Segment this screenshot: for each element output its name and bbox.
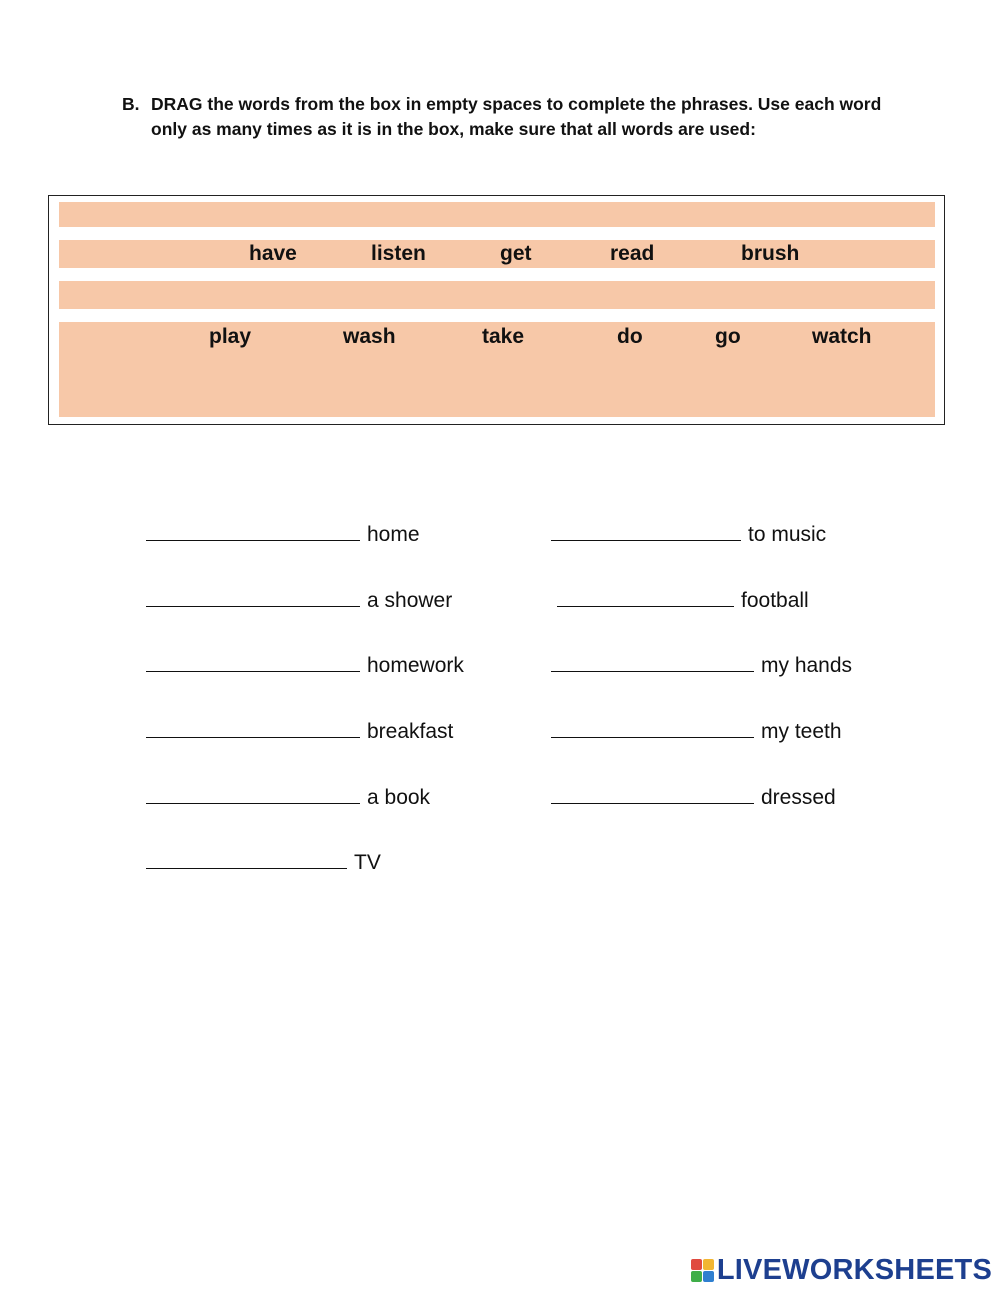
answer-blank[interactable] bbox=[146, 522, 360, 541]
phrase-text: homework bbox=[367, 654, 464, 677]
word-bank-band bbox=[59, 202, 935, 227]
word-have[interactable]: have bbox=[249, 242, 297, 265]
phrase-text: football bbox=[741, 589, 809, 612]
phrase-item bbox=[551, 719, 842, 745]
phrase-item bbox=[551, 522, 826, 548]
word-watch[interactable]: watch bbox=[812, 325, 872, 348]
answer-blank[interactable] bbox=[146, 588, 360, 607]
answer-blank[interactable] bbox=[146, 785, 360, 804]
answer-blank[interactable] bbox=[146, 653, 360, 672]
phrase-item bbox=[146, 719, 453, 745]
answer-blank[interactable] bbox=[146, 719, 360, 738]
word-bank bbox=[48, 195, 945, 425]
word-take[interactable]: take bbox=[482, 325, 525, 348]
word-read[interactable]: read bbox=[610, 242, 655, 265]
phrase-text: home bbox=[367, 523, 420, 546]
word-go[interactable]: go bbox=[715, 325, 741, 348]
liveworksheets-logo bbox=[691, 1255, 992, 1285]
phrase-text: my hands bbox=[761, 654, 853, 677]
word-play[interactable]: play bbox=[209, 325, 252, 348]
phrase-text: my teeth bbox=[761, 720, 842, 743]
logo-text: LIVEWORKSHEETS bbox=[716, 1253, 992, 1286]
word-wash[interactable]: wash bbox=[343, 325, 396, 348]
answer-blank[interactable] bbox=[551, 653, 754, 672]
phrase-item bbox=[146, 785, 430, 811]
word-listen[interactable]: listen bbox=[371, 242, 426, 265]
answer-blank[interactable] bbox=[551, 522, 741, 541]
phrase-item bbox=[146, 522, 420, 548]
phrase-text: to music bbox=[748, 523, 827, 546]
phrase-text: a shower bbox=[367, 589, 453, 612]
logo-icon bbox=[691, 1259, 714, 1282]
section-label: B. bbox=[122, 94, 140, 114]
phrase-text: TV bbox=[354, 851, 381, 874]
phrase-item bbox=[557, 588, 809, 614]
phrase-item bbox=[146, 850, 381, 876]
phrase-item bbox=[146, 653, 464, 679]
word-brush[interactable]: brush bbox=[741, 242, 800, 265]
phrase-text: breakfast bbox=[367, 720, 454, 743]
phrase-item bbox=[551, 785, 836, 811]
phrase-text: a book bbox=[367, 786, 431, 809]
answer-blank[interactable] bbox=[551, 785, 754, 804]
phrase-item bbox=[146, 588, 452, 614]
phrase-item bbox=[551, 653, 852, 679]
phrase-text: dressed bbox=[761, 786, 836, 809]
word-bank-band bbox=[59, 240, 935, 268]
answer-blank[interactable] bbox=[551, 719, 754, 738]
word-get[interactable]: get bbox=[500, 242, 532, 265]
instructions bbox=[122, 92, 882, 142]
answer-blank[interactable] bbox=[557, 588, 734, 607]
word-bank-band bbox=[59, 281, 935, 309]
word-do[interactable]: do bbox=[617, 325, 643, 348]
instructions-text: DRAG the words from the box in empty spaces to complete the phrases. Use each word only as many times as it is in the box, make sure that all words are used: bbox=[151, 94, 882, 139]
answer-blank[interactable] bbox=[146, 850, 347, 869]
